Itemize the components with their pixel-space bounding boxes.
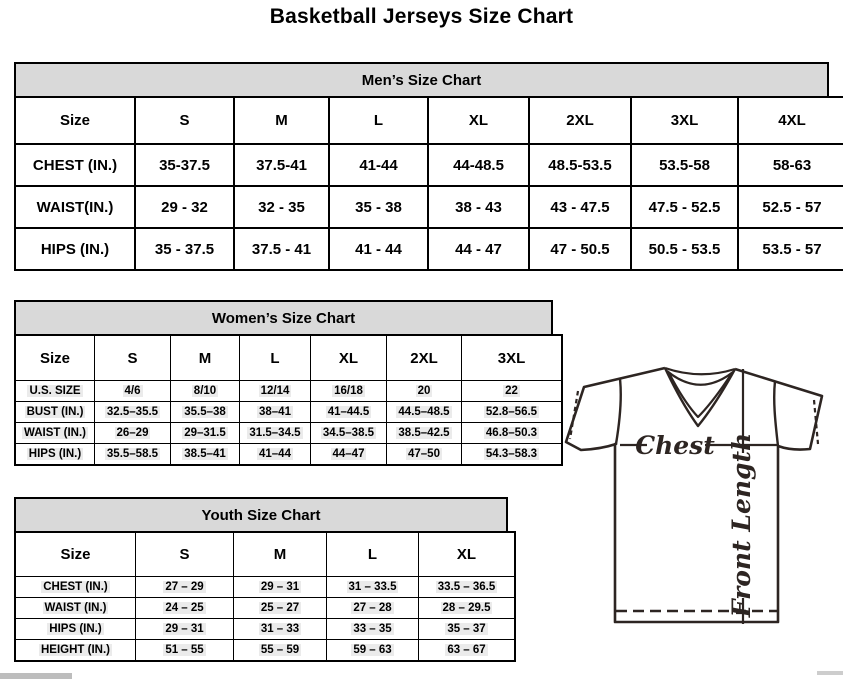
value-cell: 47 - 50.5 xyxy=(529,228,631,270)
table-row xyxy=(15,619,515,640)
value-cell: 32 - 35 xyxy=(234,186,329,228)
value-cell: 53.5-58 xyxy=(631,144,738,186)
size-corner-cell: Size xyxy=(15,532,136,577)
armhole-seam-left xyxy=(616,379,621,444)
row-label-cell: HIPS (IN.) xyxy=(15,228,135,270)
size-column-header: M xyxy=(171,335,240,381)
size-column-header: M xyxy=(234,532,327,577)
size-corner-cell: Size xyxy=(15,97,135,144)
size-column-header: L xyxy=(240,335,311,381)
value-cell: 37.5 - 41 xyxy=(234,228,329,270)
mens-size-table xyxy=(14,96,843,271)
table-row xyxy=(15,577,515,598)
table-row xyxy=(15,640,515,662)
value-cell: 41-44 xyxy=(329,144,428,186)
value-cell: 35-37.5 xyxy=(135,144,234,186)
value-cell: 59 – 63 xyxy=(327,640,419,662)
horizontal-scrollbar-thumb[interactable] xyxy=(0,673,72,679)
value-cell: 52.5 - 57 xyxy=(738,186,843,228)
row-label-cell: WAIST(IN.) xyxy=(15,186,135,228)
size-column-header: M xyxy=(234,97,329,144)
youth-size-table xyxy=(14,531,516,662)
womens-size-table xyxy=(14,334,563,466)
size-column-header: XL xyxy=(428,97,529,144)
womens-size-chart-title: Women’s Size Chart xyxy=(14,300,553,334)
value-cell: 63 – 67 xyxy=(419,640,516,662)
size-column-header: XL xyxy=(419,532,516,577)
value-cell: 58-63 xyxy=(738,144,843,186)
value-cell: 38.5–42.5 xyxy=(387,423,462,444)
youth-size-chart-title: Youth Size Chart xyxy=(14,497,508,531)
size-column-header: L xyxy=(327,532,419,577)
front-length-label: Front Length xyxy=(727,432,756,618)
value-cell: 48.5-53.5 xyxy=(529,144,631,186)
value-cell: 35.5–58.5 xyxy=(95,444,171,466)
row-label-cell: WAIST (IN.) xyxy=(15,423,95,444)
value-cell: 12/14 xyxy=(240,381,311,402)
value-cell: 44.5–48.5 xyxy=(387,402,462,423)
size-column-header: XL xyxy=(311,335,387,381)
value-cell: 4/6 xyxy=(95,381,171,402)
mens-size-chart-section xyxy=(14,62,829,271)
table-row xyxy=(15,186,843,228)
row-label-cell: CHEST (IN.) xyxy=(15,577,136,598)
size-column-header: 3XL xyxy=(631,97,738,144)
size-column-header: S xyxy=(95,335,171,381)
size-column-header: S xyxy=(136,532,234,577)
table-row xyxy=(15,228,843,270)
size-header-row xyxy=(15,335,562,381)
horizontal-scrollbar-fragment[interactable] xyxy=(817,671,843,675)
mens-size-chart-title: Men’s Size Chart xyxy=(14,62,829,96)
value-cell: 41–44 xyxy=(240,444,311,466)
value-cell: 35 - 37.5 xyxy=(135,228,234,270)
value-cell: 26–29 xyxy=(95,423,171,444)
value-cell: 32.5–35.5 xyxy=(95,402,171,423)
value-cell: 20 xyxy=(387,381,462,402)
value-cell: 33 – 35 xyxy=(327,619,419,640)
table-row xyxy=(15,381,562,402)
table-row xyxy=(15,444,562,466)
jersey-measurement-diagram xyxy=(556,358,840,670)
womens-size-chart-section xyxy=(14,300,553,466)
table-row xyxy=(15,402,562,423)
value-cell: 35 - 38 xyxy=(329,186,428,228)
value-cell: 25 – 27 xyxy=(234,598,327,619)
value-cell: 51 – 55 xyxy=(136,640,234,662)
size-column-header: 4XL xyxy=(738,97,843,144)
youth-size-chart-section xyxy=(14,497,508,662)
value-cell: 52.8–56.5 xyxy=(462,402,563,423)
size-header-row xyxy=(15,97,843,144)
value-cell: 29–31.5 xyxy=(171,423,240,444)
row-label-cell: CHEST (IN.) xyxy=(15,144,135,186)
table-row xyxy=(15,423,562,444)
value-cell: 24 – 25 xyxy=(136,598,234,619)
value-cell: 44-48.5 xyxy=(428,144,529,186)
value-cell: 22 xyxy=(462,381,563,402)
value-cell: 34.5–38.5 xyxy=(311,423,387,444)
value-cell: 44–47 xyxy=(311,444,387,466)
size-header-row xyxy=(15,532,515,577)
value-cell: 41 - 44 xyxy=(329,228,428,270)
armhole-seam-right xyxy=(774,381,778,446)
value-cell: 53.5 - 57 xyxy=(738,228,843,270)
value-cell: 46.8–50.3 xyxy=(462,423,563,444)
table-row xyxy=(15,598,515,619)
value-cell: 47–50 xyxy=(387,444,462,466)
value-cell: 55 – 59 xyxy=(234,640,327,662)
value-cell: 37.5-41 xyxy=(234,144,329,186)
value-cell: 29 – 31 xyxy=(136,619,234,640)
size-column-header: S xyxy=(135,97,234,144)
value-cell: 38–41 xyxy=(240,402,311,423)
collar-back-arc xyxy=(665,368,735,374)
value-cell: 43 - 47.5 xyxy=(529,186,631,228)
value-cell: 50.5 - 53.5 xyxy=(631,228,738,270)
value-cell: 27 – 29 xyxy=(136,577,234,598)
row-label-cell: HIPS (IN.) xyxy=(15,444,95,466)
row-label-cell: U.S. SIZE xyxy=(15,381,95,402)
value-cell: 38.5–41 xyxy=(171,444,240,466)
size-column-header: 2XL xyxy=(387,335,462,381)
value-cell: 31 – 33.5 xyxy=(327,577,419,598)
row-label-cell: HIPS (IN.) xyxy=(15,619,136,640)
size-corner-cell: Size xyxy=(15,335,95,381)
value-cell: 47.5 - 52.5 xyxy=(631,186,738,228)
value-cell: 28 – 29.5 xyxy=(419,598,516,619)
value-cell: 35 – 37 xyxy=(419,619,516,640)
value-cell: 54.3–58.3 xyxy=(462,444,563,466)
jersey-outline xyxy=(566,368,822,622)
value-cell: 16/18 xyxy=(311,381,387,402)
value-cell: 27 – 28 xyxy=(327,598,419,619)
row-label-cell: BUST (IN.) xyxy=(15,402,95,423)
value-cell: 31.5–34.5 xyxy=(240,423,311,444)
table-row xyxy=(15,144,843,186)
chest-label: Chest xyxy=(635,431,715,460)
value-cell: 33.5 – 36.5 xyxy=(419,577,516,598)
value-cell: 29 - 32 xyxy=(135,186,234,228)
row-label-cell: WAIST (IN.) xyxy=(15,598,136,619)
row-label-cell: HEIGHT (IN.) xyxy=(15,640,136,662)
value-cell: 38 - 43 xyxy=(428,186,529,228)
page-title: Basketball Jerseys Size Chart xyxy=(269,5,574,28)
value-cell: 44 - 47 xyxy=(428,228,529,270)
value-cell: 35.5–38 xyxy=(171,402,240,423)
sleeve-stitch-left xyxy=(570,391,578,439)
value-cell: 31 – 33 xyxy=(234,619,327,640)
value-cell: 41–44.5 xyxy=(311,402,387,423)
value-cell: 29 – 31 xyxy=(234,577,327,598)
size-column-header: 3XL xyxy=(462,335,563,381)
size-column-header: L xyxy=(329,97,428,144)
value-cell: 8/10 xyxy=(171,381,240,402)
size-column-header: 2XL xyxy=(529,97,631,144)
